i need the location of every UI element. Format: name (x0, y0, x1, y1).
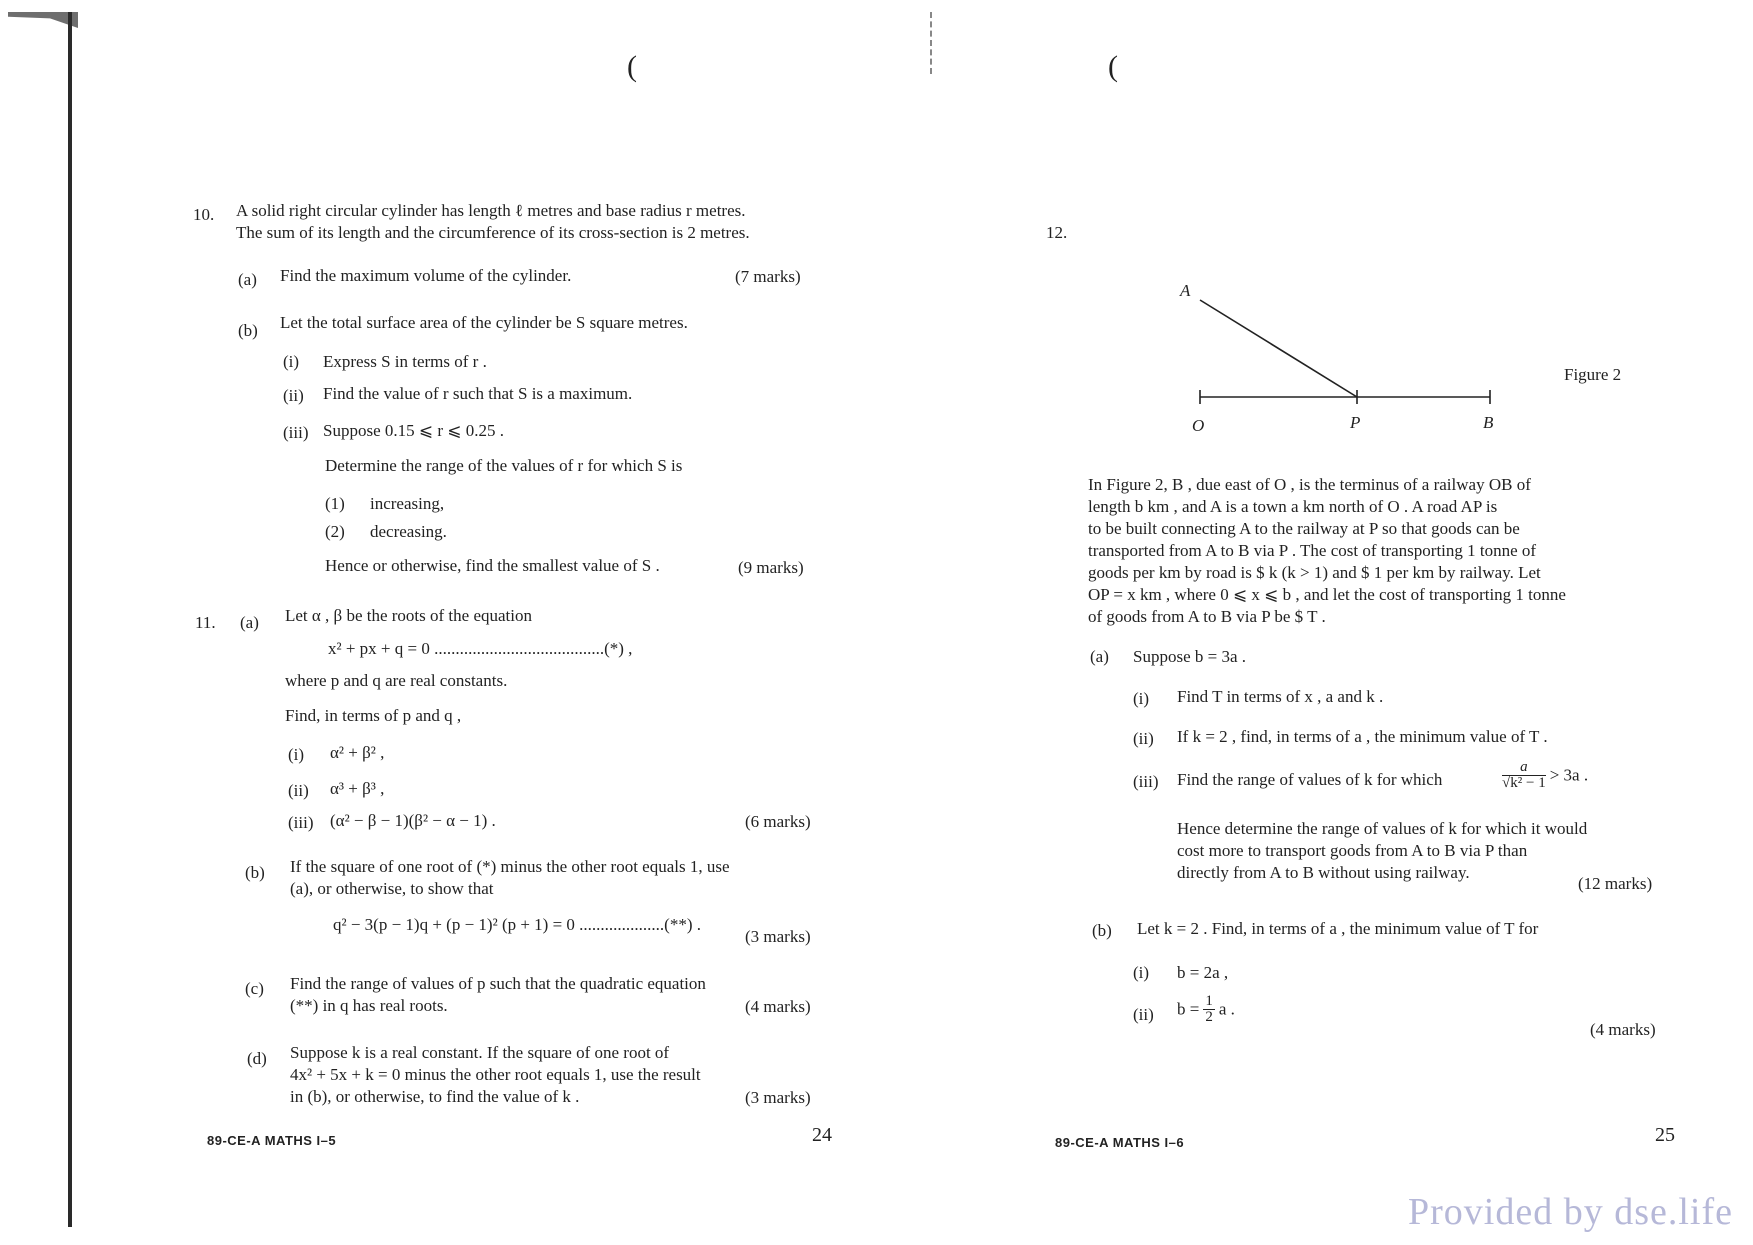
q12-para-line4: transported from A to B via P . The cost of transporting 1 tonne of (1088, 541, 1537, 560)
fraction-numerator: a (1502, 760, 1546, 776)
q12-para-line1: In Figure 2, B , due east of O , is the terminus of a railway OB of (1088, 475, 1531, 494)
q11c-text2: (**) in q has real roots. (290, 996, 448, 1015)
q10a-text: Find the maximum volume of the cylinder. (280, 266, 572, 285)
q12-hence-line1: Hence determine the range of values of k for which it would (1177, 819, 1588, 838)
figure-2 (1170, 270, 1500, 440)
q12b-marks: (4 marks) (1590, 1020, 1656, 1039)
q12a-text: Suppose b = 3a . (1133, 647, 1246, 666)
left-page-number: 24 (812, 1124, 832, 1146)
q12-para-line6: OP = x km , where 0 ⩽ x ⩽ b , and let the cost of transporting 1 tonne (1088, 585, 1566, 604)
q12aii-text: If k = 2 , find, in terms of a , the minimum value of T . (1177, 727, 1548, 746)
q12b-text: Let k = 2 . Find, in terms of a , the minimum value of T for (1137, 919, 1539, 938)
half-denominator: 2 (1205, 1009, 1213, 1025)
q10biii-label: (iii) (283, 423, 309, 442)
q12aii-label: (ii) (1133, 729, 1154, 748)
q10a-label: (a) (238, 270, 257, 289)
half-numerator: 1 (1205, 993, 1213, 1009)
q11b-label: (b) (245, 863, 265, 882)
q12b-label: (b) (1092, 921, 1112, 940)
fig-label-O: O (1192, 416, 1205, 435)
q12-para-line7: of goods from A to B via P be $ T . (1088, 607, 1326, 626)
fig-label-P: P (1350, 413, 1361, 432)
fraction-one-half (1203, 994, 1215, 1025)
q12aiii-text: Find the range of values of k for which (1177, 770, 1443, 789)
left-footer: 89-CE-A MATHS I–5 (207, 1133, 337, 1148)
page-divider (930, 12, 934, 74)
fraction-denominator: √k² − 1 (1502, 775, 1546, 791)
q12ai-label: (i) (1133, 689, 1150, 708)
q11aiii-text: (α² − β − 1)(β² − α − 1) . (330, 811, 496, 830)
q10bi-label: (i) (283, 352, 300, 371)
q12bi-label: (i) (1133, 963, 1150, 982)
q11-number: 11. (195, 613, 216, 632)
q12-hence-line3: directly from A to B without using railway. (1177, 863, 1470, 882)
q11a-marks: (6 marks) (745, 812, 811, 831)
q11c-text1: Find the range of values of p such that the quadratic equation (290, 974, 706, 993)
q12aiii-fraction (1502, 760, 1588, 791)
q11c-marks: (4 marks) (745, 997, 811, 1016)
q11d-label: (d) (247, 1049, 267, 1068)
q12-number: 12. (1046, 223, 1068, 242)
q10a-marks: (7 marks) (735, 267, 801, 286)
scan-mark-left: ( (627, 50, 637, 83)
q12a-marks: (12 marks) (1578, 874, 1653, 893)
q10-number: 10. (193, 205, 215, 224)
fraction-rhs: > 3a . (1549, 765, 1589, 785)
fig-label-B: B (1483, 413, 1494, 432)
q11ai-text: α² + β² , (330, 743, 385, 762)
fraction-a-over-root (1502, 760, 1546, 791)
q10-stem-line2: The sum of its length and the circumference of its cross-section is 2 metres. (236, 223, 750, 242)
q11c-label: (c) (245, 979, 264, 998)
bii-pre: b = (1177, 999, 1200, 1019)
q10b-marks: (9 marks) (738, 558, 804, 577)
q11d-text2: 4x² + 5x + k = 0 minus the other root equals 1, use the result (290, 1065, 701, 1084)
q10b2-label: (2) (325, 522, 345, 541)
q10b-label: (b) (238, 321, 258, 340)
q12bii-label: (ii) (1133, 1005, 1154, 1024)
q11d-text1: Suppose k is a real constant. If the square of one root of (290, 1043, 670, 1062)
q12a-label: (a) (1090, 647, 1109, 666)
q11aii-text: α³ + β³ , (330, 779, 385, 798)
q11a-label: (a) (240, 613, 259, 632)
q11a-text: Let α , β be the roots of the equation (285, 606, 532, 625)
q11b-equation: q² − 3(p − 1)q + (p − 1)² (p + 1) = 0 ....................(**) . (333, 915, 702, 934)
q10b1-text: increasing, (370, 494, 445, 513)
q10b2-text: decreasing. (370, 522, 447, 541)
q11d-marks: (3 marks) (745, 1088, 811, 1107)
q12aiii-label: (iii) (1133, 772, 1159, 791)
q11d-text3: in (b), or otherwise, to find the value of k . (290, 1087, 580, 1106)
q10-stem-line1: A solid right circular cylinder has length ℓ metres and base radius r metres. (236, 201, 746, 220)
bii-post: a . (1218, 999, 1235, 1019)
q12-para-line2: length b km , and A is a town a km north of O . A road AP is (1088, 497, 1498, 516)
q11a-find: Find, in terms of p and q , (285, 706, 462, 725)
fig-caption: Figure 2 (1564, 365, 1622, 384)
binding-strip (68, 12, 72, 1227)
q12bii-expression (1177, 994, 1235, 1025)
q12ai-text: Find T in terms of x , a and k . (1177, 687, 1384, 706)
q11a-equation: x² + px + q = 0 ........................................(*) , (328, 639, 633, 658)
q10biii-text: Suppose 0.15 ⩽ r ⩽ 0.25 . (323, 421, 505, 440)
q12-hence-line2: cost more to transport goods from A to B via P than (1177, 841, 1528, 860)
q11a-where: where p and q are real constants. (285, 671, 508, 690)
q10b-text: Let the total surface area of the cylinder be S square metres. (280, 313, 688, 332)
q10bii-label: (ii) (283, 386, 304, 405)
q12-para-line3: to be built connecting A to the railway at P so that goods can be (1088, 519, 1520, 538)
q10b-hence: Hence or otherwise, find the smallest value of S . (325, 556, 660, 575)
q11ai-label: (i) (288, 745, 305, 764)
right-footer: 89-CE-A MATHS I–6 (1055, 1135, 1185, 1150)
q11b-text1: If the square of one root of (*) minus the other root equals 1, use (290, 857, 730, 876)
fig-label-A: A (1180, 281, 1191, 300)
scan-mark-right: ( (1108, 50, 1118, 83)
q12bi-text: b = 2a , (1177, 963, 1229, 982)
q11aiii-label: (iii) (288, 813, 314, 832)
q10bii-text: Find the value of r such that S is a maximum. (323, 384, 633, 403)
q11b-marks: (3 marks) (745, 927, 811, 946)
q12-para-line5: goods per km by road is $ k (k > 1) and $ 1 per km by railway. Let (1088, 563, 1541, 582)
q11aii-label: (ii) (288, 781, 309, 800)
right-page-number: 25 (1655, 1124, 1675, 1146)
q10biii-text2: Determine the range of the values of r for which S is (325, 456, 683, 475)
q10bi-text: Express S in terms of r . (323, 352, 487, 371)
watermark: Provided by dse.life (1408, 1191, 1734, 1233)
road-AP (1200, 300, 1357, 397)
q11b-text2: (a), or otherwise, to show that (290, 879, 494, 898)
q10b1-label: (1) (325, 494, 345, 513)
